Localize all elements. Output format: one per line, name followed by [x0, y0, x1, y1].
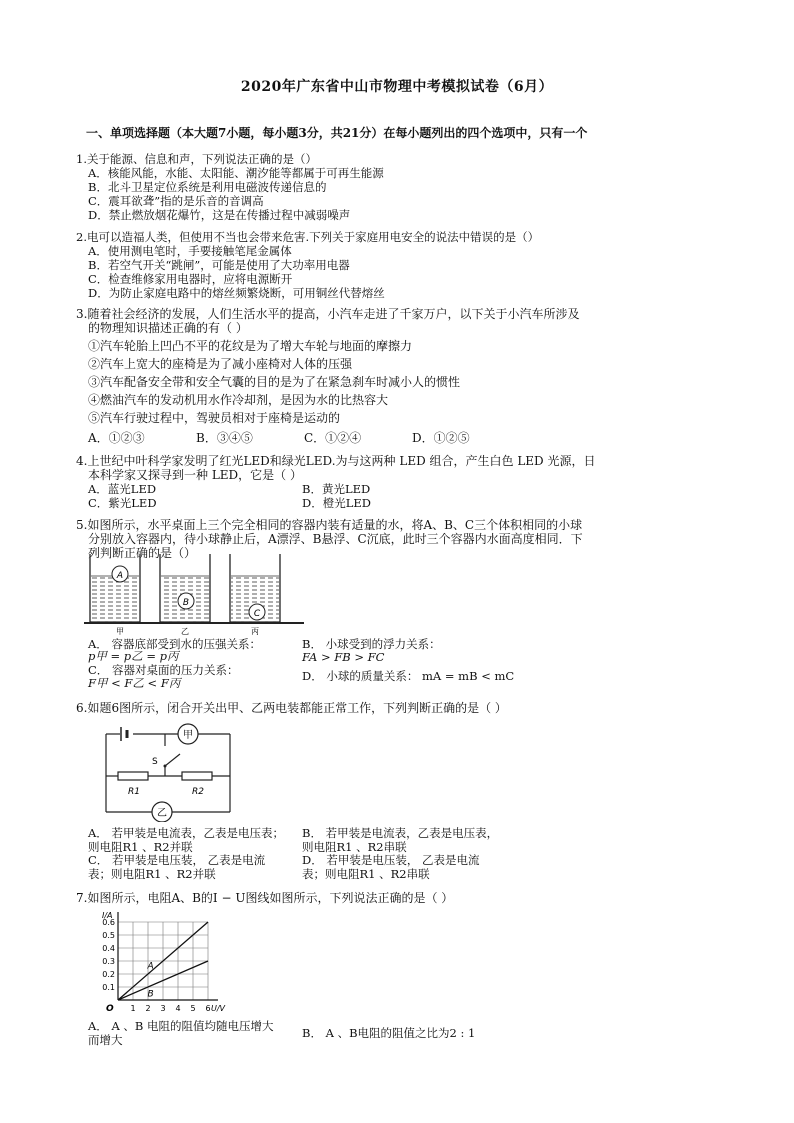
r1-label: R1: [128, 787, 140, 797]
battery-symbol: [121, 727, 127, 741]
q3-option-d[interactable]: D．①②⑤: [412, 431, 470, 445]
q1-option-c[interactable]: C．震耳欲聋”指的是乐音的音调高: [88, 194, 264, 208]
container-yi: [160, 554, 210, 622]
r2-label: R2: [192, 787, 204, 797]
resistor-r2: [182, 772, 212, 780]
container-jia: [90, 554, 140, 622]
q5-option-c-formula: F甲 < F乙 < F丙: [88, 676, 181, 690]
q3-stem-line2: 的物理知识描述正确的有（ ）: [88, 321, 248, 335]
q4-stem-line2: 本科学家又探寻到一种 LED，它是（ ）: [88, 468, 302, 482]
q1-option-d[interactable]: D．禁止燃放烟花爆竹，这是在传播过程中减弱噪声: [88, 208, 351, 222]
q3-option-a[interactable]: A．①②③: [88, 431, 145, 445]
q6-option-d-line2: 表；则电阻R1 、R2串联: [302, 867, 430, 881]
q1-stem: 1.关于能源、信息和声，下列说法正确的是（）: [76, 152, 317, 166]
q3-item-5: ⑤汽车行驶过程中，驾驶员相对于座椅是运动的: [88, 411, 341, 425]
q2-option-b[interactable]: B．若空气开关“跳闸”，可能是使用了大功率用电器: [88, 258, 350, 272]
q3-option-c[interactable]: C．①②④: [304, 431, 362, 445]
q4-option-d[interactable]: D．橙光LED: [302, 496, 371, 510]
x-tick-label: 1: [130, 1004, 136, 1013]
q3-item-2: ②汽车上宽大的座椅是为了减小座椅对人体的压强: [88, 357, 353, 371]
y-tick-label: 0.4: [102, 944, 115, 953]
section-heading: 一、单项选择题（本大题7小题，每小题3分，共21分）在每小题列出的四个选项中，只有一个: [86, 126, 588, 140]
q4-stem-line1: 4.上世纪中叶科学家发明了红光LED和绿光LED.为与这两种 LED 组合，产生白色 LED 光源，日: [76, 454, 596, 468]
page-title: 2020年广东省中山市物理中考模拟试卷（6月）: [240, 79, 554, 95]
q5-option-c[interactable]: C． 容器对桌面的压力关系：: [88, 663, 239, 677]
label-jia: 甲: [116, 627, 124, 636]
q2-option-d[interactable]: D．为防止家庭电路中的熔丝频繁烧断，可用铜丝代替熔丝: [88, 286, 385, 300]
q6-option-a-line2: 则电阻R1 、R2并联: [88, 840, 193, 854]
meter-jia-label: 甲: [183, 730, 193, 741]
q7-iu-chart: [88, 906, 228, 1016]
q6-circuit-figure: [100, 722, 250, 822]
x-tick-label: 5: [190, 1004, 196, 1013]
q6-stem: 6.如题6图所示，闭合开关出甲、乙两电装都能正常工作，下列判断正确的是（ ）: [76, 701, 507, 715]
q5-stem-line3: 列判断正确的是（）: [88, 546, 197, 560]
q3-stem-line1: 3.随着社会经济的发展，人们生活水平的提高，小汽车走进了千家万户，以下关于小汽车所涉及: [76, 307, 580, 321]
y-tick-label: 0.6: [102, 918, 115, 927]
ball-a-label: A: [116, 571, 124, 581]
y-tick-label: 0.5: [102, 931, 115, 940]
q6-option-b-line2: 则电阻R1 、R2串联: [302, 840, 407, 854]
series-label-b: B: [147, 989, 154, 1000]
q7-option-a[interactable]: A． A 、B 电阻的阻值均随电压增大: [88, 1019, 274, 1033]
q5-option-a-formula: p甲 = p乙 = p丙: [88, 649, 179, 663]
q3-item-1: ①汽车轮胎上凹凸不平的花纹是为了增大车轮与地面的摩擦力: [88, 339, 413, 353]
q6-option-a[interactable]: A． 若甲装是电流表，乙表是电压表；: [88, 826, 284, 840]
q2-option-c[interactable]: C．检查维修家用电器时，应将电源断开: [88, 272, 293, 286]
q6-option-b[interactable]: B． 若甲装是电流表，乙表是电压表，: [302, 826, 499, 840]
q5-option-d[interactable]: D． 小球的质量关系： mA = mB < mC: [302, 669, 515, 683]
label-yi: 乙: [181, 627, 189, 636]
q5-option-a[interactable]: A． 容器底部受到水的压强关系：: [88, 637, 261, 651]
q3-item-4: ④燃油汽车的发动机用水作冷却剂，是因为水的比热容大: [88, 393, 389, 407]
q2-option-a[interactable]: A．使用测电笔时，手要接触笔尾金属体: [88, 244, 292, 258]
q5-containers-figure: [84, 552, 304, 636]
q3-item-3: ③汽车配备安全带和安全气囊的目的是为了在紧急刹车时减小人的惯性: [88, 375, 461, 389]
q4-option-b[interactable]: B．黄光LED: [302, 482, 371, 496]
x-tick-label: 2: [145, 1004, 151, 1013]
q7-stem: 7.如图所示，电阻A、B的I − U图线如图所示，下列说法正确的是（ ）: [76, 891, 454, 905]
q5-stem-line2: 分别放入容器内，待小球静止后，A漂浮、B悬浮、C沉底，此时三个容器内水面高度相同．下: [88, 532, 583, 546]
q4-option-a[interactable]: A．蓝光LED: [88, 482, 157, 496]
origin-label: O: [106, 1004, 114, 1014]
meter-yi-label: 乙: [157, 808, 167, 819]
switch-pivot: [164, 765, 167, 768]
q7-option-b[interactable]: B． A 、B电阻的阻值之比为2 : 1: [302, 1026, 476, 1040]
y-axis-label: I/A: [102, 911, 113, 920]
x-tick-label: 6: [205, 1004, 211, 1013]
x-tick-label: 4: [175, 1004, 181, 1013]
x-axis-label: U/V: [211, 1004, 226, 1013]
switch-label: S: [152, 757, 158, 767]
ball-b-label: B: [182, 598, 190, 608]
y-tick-label: 0.1: [102, 983, 115, 992]
q5-option-b-formula: FA > FB > FC: [302, 650, 385, 664]
y-tick-label: 0.3: [102, 957, 115, 966]
label-bing: 丙: [251, 627, 259, 636]
q1-option-a[interactable]: A．核能风能，水能、太阳能、潮汐能等都属于可再生能源: [88, 166, 384, 180]
q6-option-d[interactable]: D． 若甲装是电压装， 乙表是电流: [302, 853, 480, 867]
ball-c-label: C: [253, 609, 261, 619]
q6-option-c[interactable]: C． 若甲装是电压装， 乙表是电流: [88, 853, 266, 867]
q4-option-c[interactable]: C．紫光LED: [88, 496, 157, 510]
container-bing: [230, 554, 280, 622]
q7-option-a-line2: 而增大: [88, 1033, 123, 1047]
y-tick-label: 0.2: [102, 970, 115, 979]
q3-option-b[interactable]: B．③④⑤: [196, 431, 253, 445]
q2-stem: 2.电可以造福人类，但使用不当也会带来危害.下列关于家庭用电安全的说法中错误的是（）: [76, 230, 540, 244]
q1-option-b[interactable]: B．北斗卫星定位系统是利用电磁波传递信息的: [88, 180, 327, 194]
series-label-a: A: [147, 961, 154, 972]
q5-option-b[interactable]: B． 小球受到的浮力关系：: [302, 637, 441, 651]
x-tick-label: 3: [160, 1004, 166, 1013]
resistor-r1: [118, 772, 148, 780]
q5-stem-line1: 5.如图所示，水平桌面上三个完全相同的容器内装有适量的水，将A、B、C三个体积相同的小球: [76, 518, 583, 532]
q6-option-c-line2: 表；则电阻R1 、R2并联: [88, 867, 216, 881]
